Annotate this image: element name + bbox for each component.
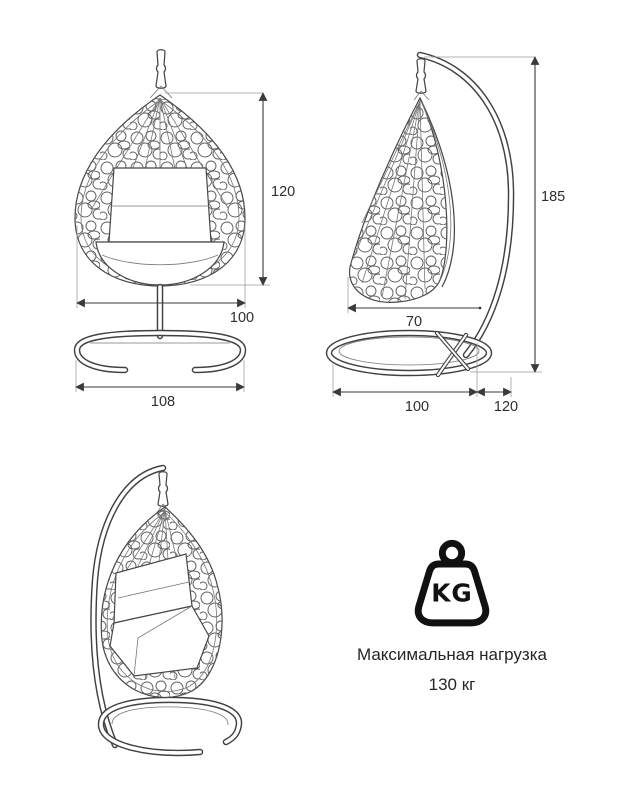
- front-basket: [75, 95, 245, 286]
- max-load-block: [352, 538, 552, 695]
- front-hanger-hook-icon: [150, 50, 172, 98]
- kg-weight-icon: [406, 538, 498, 636]
- front-view-drawing: [40, 40, 305, 420]
- dim-side-seat-depth-label: 70: [405, 314, 423, 330]
- side-basket: [350, 98, 455, 302]
- side-hanger-hook-icon: [414, 59, 429, 100]
- dim-front-height-label: 120: [271, 184, 296, 200]
- kg-weight-ring: [442, 543, 461, 562]
- dim-front-basket-width-label: 100: [229, 310, 255, 326]
- max-load-value: 130 кг: [428, 675, 476, 694]
- front-cushion: [96, 168, 224, 285]
- dim-side-total-height-label: 185: [541, 189, 566, 205]
- kg-icon-label: KG: [431, 578, 473, 608]
- max-load-title: Максимальная нагрузка: [357, 645, 547, 664]
- perspective-view-drawing: [50, 440, 310, 800]
- front-stand: [77, 287, 243, 370]
- dim-side-base-depth-label: 100: [404, 399, 430, 415]
- dim-front-base-width-label: 108: [150, 394, 176, 410]
- dim-side-total-depth-label: 120: [493, 399, 519, 415]
- perspective-basket: [101, 507, 222, 697]
- side-view-drawing: [320, 45, 585, 425]
